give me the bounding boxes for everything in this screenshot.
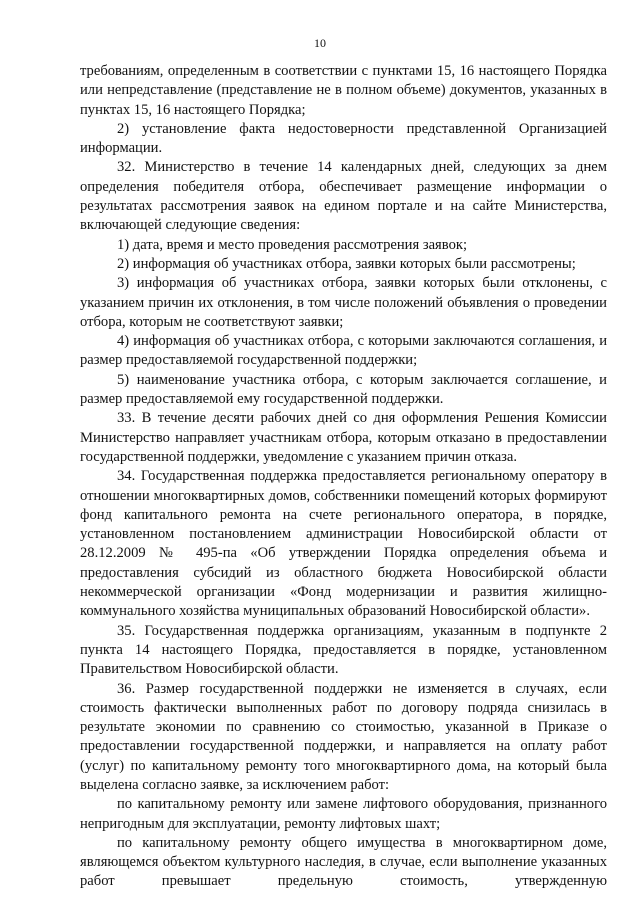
paragraph-p-34: 34. Государственная поддержка предоставляется региональному оператору в отношении многоквартирных домов, собственники помещений которых формируют фонд капитального ремонта на счете регионального оператора, в порядке, установленном постановлением администрации Новосибирской области от 28.12.2009 № 495-па «Об утверждении Порядка определения объема и предоставления субсидий из областного бюджета Новосибирской области некоммерческой организации «Фонд модернизации и развития жилищно-коммунального хозяйства муниципальных образований Новосибирской области». [80, 468, 607, 620]
paragraph-p-32-2: 2) информация об участниках отбора, заявки которых были рассмотрены; [117, 255, 576, 272]
paragraph-p-32-1: 1) дата, время и место проведения рассмотрения заявок; [117, 236, 468, 253]
paragraph-p-2: 2) установление факта недостоверности представленной Организацией информации. [80, 120, 607, 157]
paragraph-p-32: 32. Министерство в течение 14 календарных дней, следующих за днем определения победителя отбора, обеспечивает размещение информации о результатах рассмотрения заявок на едином портале и на сайте Министерства, включающей следующие сведения: [80, 159, 607, 234]
page-number: 10 [314, 36, 326, 50]
paragraph-p-36-lift: по капитальному ремонту или замене лифтового оборудования, признанного непригодным для эксплуатации, ремонту лифтовых шахт; [80, 796, 607, 832]
paragraph-p-33: 33. В течение десяти рабочих дней со дня оформления Решения Комиссии Министерство направляет участникам отбора, которым отказано в предоставлении государственной поддержки, уведомление с указанием причин отказа. [80, 410, 607, 465]
paragraph-p-32-3: 3) информация об участниках отбора, заявки которых были отклонены, с указанием причин их отклонения, в том числе положений объявления о проведении отбора, которым не соответствуют заявки; [80, 275, 607, 330]
paragraph-p-32-5: 5) наименование участника отбора, с которым заключается соглашение, и размер предоставляемой ему государственной поддержки. [80, 371, 607, 408]
paragraph-p-32-4: 4) информация об участниках отбора, с которыми заключаются соглашения, и размер предоставляемой государственной поддержки; [80, 333, 607, 369]
paragraph-p-35: 35. Государственная поддержка организациям, указанным в подпункте 2 пункта 14 настоящего Порядка, предоставляется в порядке, установленном Правительством Новосибирской области. [80, 622, 607, 678]
paragraph-p-36: 36. Размер государственной поддержки не изменяется в случаях, если стоимость фактически выполненных работ по договору подряда снизилась в результате экономии по сравнению со стоимостью, указанной в Приказе о предоставлении государственной поддержки, и направляется на оплату работ (услуг) по капитальному ремонту того многоквартирного дома, на который была выделена согласно заявке, за исключением работ: [80, 680, 607, 793]
document-body [80, 62, 607, 892]
paragraph-p-continuation: требованиям, определенным в соответствии с пунктами 15, 16 настоящего Порядка или непредставление (представление не в полном объеме) документов, указанных в пунктах 15, 16 настоящего Порядка; [80, 63, 607, 118]
paragraph-p-36-heritage: по капитальному ремонту общего имущества в многоквартирном доме, являющемся объектом культурного наследия, в случае, если выполнение указанных работ превышает предельную стоимость, утвержденную [80, 834, 607, 890]
